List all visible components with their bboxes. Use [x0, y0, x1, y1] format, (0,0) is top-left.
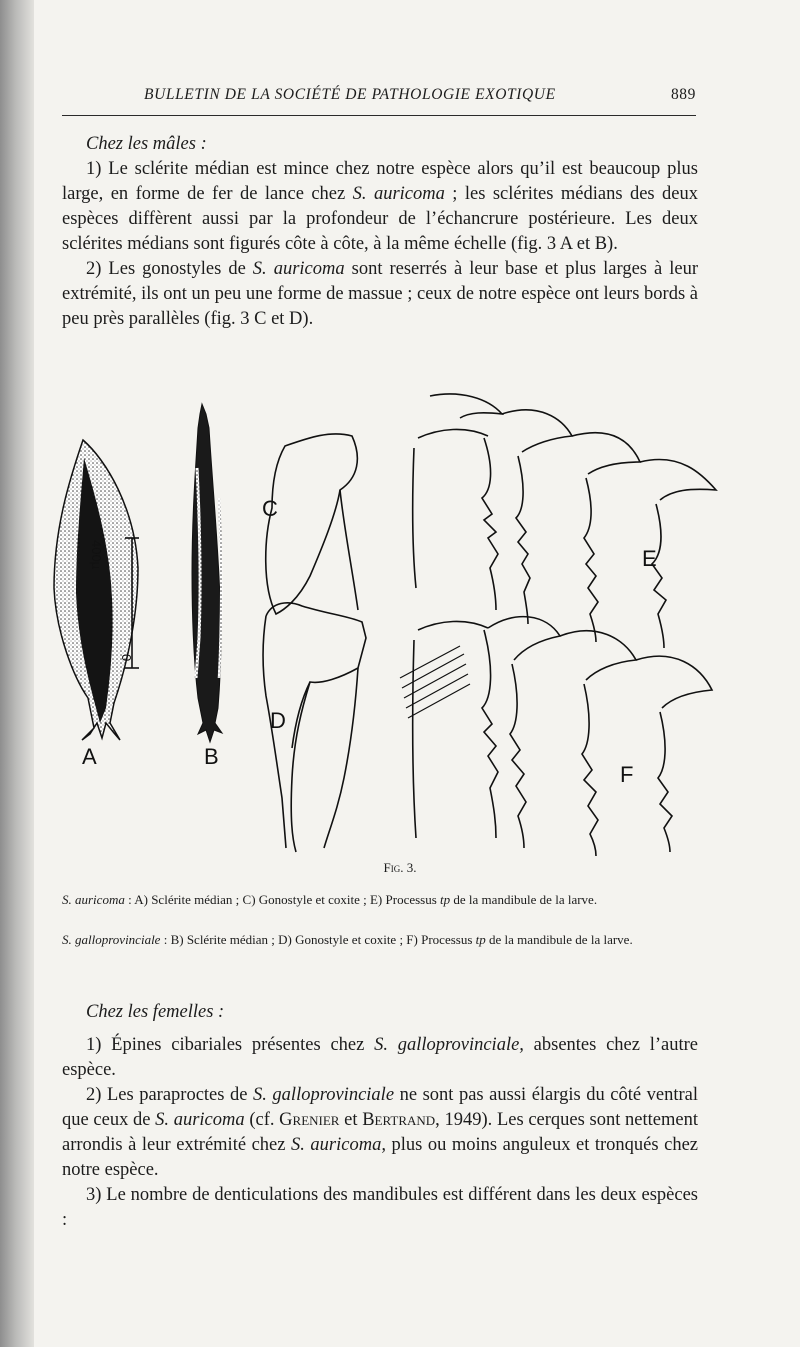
page-gutter-shadow	[0, 0, 34, 1347]
caption-term: tp	[440, 892, 451, 907]
text-run: ne sont pas aussi élargis du côté ventral que ceux de	[62, 1085, 698, 1130]
text-run: 2) Les gonostyles de	[86, 259, 253, 279]
caption-text: de la mandibule de la larve.	[485, 932, 633, 947]
males-paragraph-1	[62, 157, 698, 257]
processus-e-drawing	[413, 394, 716, 648]
caption-auricoma	[62, 892, 702, 909]
species-name: S. galloprovinciale,	[374, 1035, 524, 1055]
females-paragraph-3: 3) Le nombre de denticulations des mandibules est différent dans les deux espèces :	[62, 1185, 698, 1230]
caption-text: de la mandibule de la larve.	[450, 892, 598, 907]
page-number: 889	[670, 86, 696, 103]
processus-f-drawing	[400, 617, 712, 856]
males-heading: Chez les mâles :	[86, 134, 207, 154]
caption-term: tp	[475, 932, 486, 947]
caption-text: : A) Sclérite médian ; C) Gonostyle et coxite ; E) Processus	[124, 892, 441, 907]
species-name: S. auricoma	[155, 1110, 245, 1130]
females-paragraph-1	[62, 1033, 698, 1083]
sclerite-a-drawing	[54, 440, 138, 740]
caption-text: : B) Sclérite médian ; D) Gonostyle et coxite ; F) Processus	[160, 932, 476, 947]
header-rule	[62, 115, 696, 116]
text-run: plus ou moins anguleux et tronqués chez notre espèce.	[62, 1135, 698, 1180]
females-paragraph-2	[62, 1083, 698, 1183]
text-run: et	[339, 1110, 363, 1130]
females-heading: Chez les femelles :	[86, 1002, 225, 1022]
males-paragraph-2	[62, 257, 698, 332]
figure-drawings	[40, 378, 740, 858]
sclerite-b-drawing	[192, 404, 222, 742]
figure-title: Fig. 3.	[383, 860, 417, 875]
text-run: (cf.	[244, 1110, 280, 1130]
author-name: Bertrand	[362, 1110, 436, 1130]
running-header	[96, 86, 696, 108]
species-name: S. auricoma,	[291, 1135, 386, 1155]
text-run: , 1949). Les cerques sont nettement arrondis à leur extrémité chez	[62, 1110, 698, 1155]
text-run: 1) Le sclérite médian est mince chez notre espèce alors qu’il est beaucoup plus large, en forme de fer de lance chez	[62, 159, 698, 204]
figure-3	[40, 378, 740, 858]
species-name: S. galloprovinciale	[62, 932, 161, 947]
scale-label-0: 0	[119, 654, 134, 662]
species-name: S. auricoma	[352, 184, 445, 204]
species-name: S. auricoma	[62, 892, 125, 907]
species-name: S. galloprovinciale	[253, 1085, 395, 1105]
journal-title: BULLETIN DE LA SOCIÉTÉ DE PATHOLOGIE EXOTIQUE	[144, 86, 556, 103]
males-section	[62, 132, 698, 332]
text-run: ; les sclérites médians des deux espèces diffèrent aussi par la profondeur de l’échancrure postérieure. Les deux sclérites médians sont figurés côte à côte, à la même échelle (fig. 3 A et B).	[62, 184, 698, 254]
label-d: D	[270, 708, 286, 733]
label-f: F	[620, 762, 634, 787]
author-name: Grenier	[279, 1110, 340, 1130]
text-run: 2) Les paraproctes de	[86, 1085, 254, 1105]
label-e: E	[642, 546, 657, 571]
text-run: 1) Épines cibariales présentes chez	[86, 1035, 375, 1055]
label-c: C	[262, 496, 278, 521]
text-run: absentes chez l’autre espèce.	[62, 1035, 698, 1080]
text-run: sont reserrés à leur base et plus larges à leur extrémité, ils ont un peu une forme de massue ; ceux de notre espèce ont leurs bords à peu près parallèles (fig. 3 C et D).	[62, 259, 698, 329]
females-section	[62, 1000, 698, 1233]
gonostyle-d-drawing	[292, 490, 358, 848]
scale-label-400: 400µ	[89, 540, 104, 570]
label-b: B	[204, 744, 219, 769]
species-name: S. auricoma	[252, 259, 345, 279]
gonostyle-c-drawing	[263, 434, 366, 852]
label-a: A	[82, 744, 97, 769]
caption-galloprovinciale	[62, 932, 702, 949]
